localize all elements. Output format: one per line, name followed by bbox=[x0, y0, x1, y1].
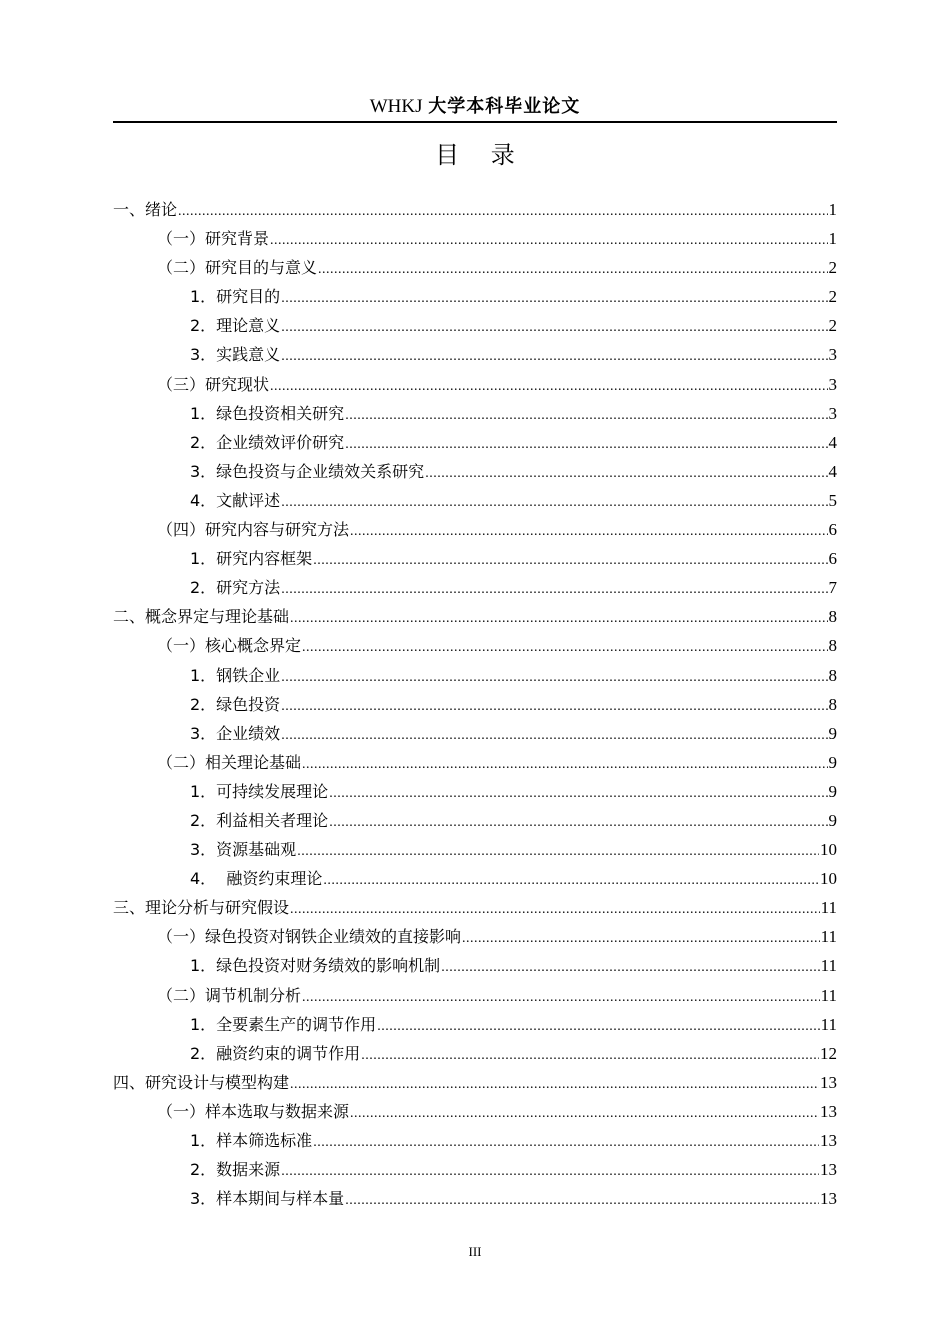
toc-entry-label: 1．全要素生产的调节作用 bbox=[190, 1014, 377, 1034]
toc-dot-leader bbox=[178, 197, 827, 226]
toc-entry[interactable] bbox=[113, 253, 837, 282]
toc-entry[interactable] bbox=[113, 893, 837, 922]
toc-entry-page: 11 bbox=[820, 985, 837, 1005]
toc-dot-leader bbox=[318, 255, 827, 284]
toc-entry-label: 1．绿色投资对财务绩效的影响机制 bbox=[190, 956, 441, 976]
toc-dot-leader bbox=[377, 1012, 819, 1041]
toc-dot-leader bbox=[302, 983, 820, 1012]
toc-entry-page: 9 bbox=[828, 781, 837, 801]
toc-entry[interactable] bbox=[113, 690, 837, 719]
toc-entry[interactable] bbox=[113, 544, 837, 573]
toc-entry[interactable] bbox=[113, 602, 837, 631]
toc-entry[interactable] bbox=[113, 951, 837, 980]
toc-entry-label: 1．研究内容框架 bbox=[190, 549, 313, 569]
toc-dot-leader bbox=[270, 226, 827, 255]
toc-entry-page: 2 bbox=[828, 287, 837, 307]
toc-entry[interactable] bbox=[113, 399, 837, 428]
toc-entry[interactable] bbox=[113, 370, 837, 399]
toc-entry[interactable] bbox=[113, 1097, 837, 1126]
toc-entry-page: 2 bbox=[828, 258, 837, 278]
toc-entry-page: 11 bbox=[820, 898, 837, 918]
toc-entry[interactable] bbox=[113, 922, 837, 951]
toc-dot-leader bbox=[329, 779, 827, 808]
toc-dot-leader bbox=[313, 1128, 819, 1157]
toc-entry[interactable] bbox=[113, 777, 837, 806]
toc-entry[interactable] bbox=[113, 195, 837, 224]
toc-entry-page: 1 bbox=[828, 229, 837, 249]
toc-entry-label: （一）绿色投资对钢铁企业绩效的直接影响 bbox=[157, 927, 462, 947]
toc-entry-label: 4．文献评述 bbox=[190, 490, 281, 510]
toc-entry-label: 四、研究设计与模型构建 bbox=[113, 1072, 290, 1092]
header-title: 大学本科毕业论文 bbox=[428, 96, 581, 117]
toc-entry-label: 3．资源基础观 bbox=[190, 840, 297, 860]
header-school-code: WHKJ bbox=[369, 96, 423, 117]
toc-dot-leader bbox=[350, 1099, 819, 1128]
toc-entry-label: 1．钢铁企业 bbox=[190, 665, 281, 685]
toc-dot-leader bbox=[281, 575, 827, 604]
toc-entry-label: 2．理论意义 bbox=[190, 316, 281, 336]
toc-entry-label: 1．研究目的 bbox=[190, 287, 281, 307]
toc-entry-page: 13 bbox=[820, 1160, 837, 1180]
toc-entry-label: 3．样本期间与样本量 bbox=[190, 1189, 345, 1209]
toc-entry-page: 11 bbox=[820, 956, 837, 976]
toc-dot-leader bbox=[302, 633, 827, 662]
toc-entry-page: 5 bbox=[828, 490, 837, 510]
toc-entry-label: （一）样本选取与数据来源 bbox=[157, 1101, 350, 1121]
toc-entry-page: 13 bbox=[820, 1189, 837, 1209]
toc-dot-leader bbox=[290, 895, 820, 924]
toc-entry-label: 4． 融资约束理论 bbox=[190, 869, 323, 889]
toc-dot-leader bbox=[313, 546, 827, 575]
toc-dot-leader bbox=[425, 459, 827, 488]
toc-entry[interactable] bbox=[113, 340, 837, 369]
toc-entry[interactable] bbox=[113, 806, 837, 835]
toc-entry-page: 10 bbox=[820, 840, 837, 860]
toc-dot-leader bbox=[290, 604, 827, 633]
toc-dot-leader bbox=[462, 924, 820, 953]
toc-entry-page: 13 bbox=[820, 1131, 837, 1150]
toc-entry-page: 13 bbox=[820, 1072, 837, 1092]
toc-dot-leader bbox=[281, 313, 827, 342]
toc-entry[interactable] bbox=[113, 311, 837, 340]
toc-entry[interactable] bbox=[113, 835, 837, 864]
toc-entry-label: 2．融资约束的调节作用 bbox=[190, 1043, 361, 1063]
toc-entry-page: 6 bbox=[828, 549, 837, 569]
toc-entry[interactable] bbox=[113, 282, 837, 311]
toc-dot-leader bbox=[281, 1157, 819, 1186]
toc-entry[interactable] bbox=[113, 1184, 837, 1213]
toc-entry-label: （一）核心概念界定 bbox=[157, 636, 302, 656]
toc-entry-label: 二、概念界定与理论基础 bbox=[113, 607, 290, 627]
toc-entry-page: 9 bbox=[828, 723, 837, 743]
toc-entry[interactable] bbox=[113, 864, 837, 893]
toc-entry[interactable] bbox=[113, 428, 837, 457]
toc-entry-page: 3 bbox=[828, 403, 837, 423]
toc-entry-label: 2．研究方法 bbox=[190, 578, 281, 598]
toc-entry-label: 一、绪论 bbox=[113, 200, 178, 219]
toc-dot-leader bbox=[441, 953, 819, 982]
toc-dot-leader bbox=[345, 401, 827, 430]
toc-entry[interactable] bbox=[113, 1068, 837, 1097]
toc-entry-page: 6 bbox=[828, 520, 837, 540]
toc-entry-label: 3．企业绩效 bbox=[190, 723, 281, 743]
toc-entry-page: 11 bbox=[820, 1014, 837, 1034]
toc-entry-label: 2．企业绩效评价研究 bbox=[190, 432, 345, 452]
toc-dot-leader bbox=[302, 750, 827, 779]
table-of-contents bbox=[113, 195, 837, 1213]
toc-entry-page: 8 bbox=[828, 694, 837, 714]
toc-entry-label: 2．绿色投资 bbox=[190, 694, 281, 714]
toc-entry-page: 9 bbox=[828, 752, 837, 772]
toc-entry-label: 3．实践意义 bbox=[190, 345, 281, 365]
toc-entry-label: （二）研究目的与意义 bbox=[157, 258, 318, 278]
toc-dot-leader bbox=[281, 284, 827, 313]
toc-entry-page: 8 bbox=[828, 665, 837, 685]
toc-entry[interactable] bbox=[113, 515, 837, 544]
toc-entry-label: 2．数据来源 bbox=[190, 1160, 281, 1180]
toc-dot-leader bbox=[297, 837, 819, 866]
toc-entry-page: 9 bbox=[828, 810, 837, 830]
toc-entry-label: （一）研究背景 bbox=[157, 229, 270, 249]
toc-dot-leader bbox=[281, 721, 827, 750]
toc-entry[interactable] bbox=[113, 573, 837, 602]
toc-entry-label: 2．利益相关者理论 bbox=[190, 810, 329, 830]
toc-entry[interactable] bbox=[113, 1155, 837, 1184]
toc-entry-page: 4 bbox=[828, 432, 837, 452]
toc-entry[interactable] bbox=[113, 981, 837, 1010]
toc-entry[interactable] bbox=[113, 1039, 837, 1068]
toc-entry-page: 1 bbox=[828, 200, 837, 219]
toc-entry-page: 3 bbox=[828, 345, 837, 365]
toc-dot-leader bbox=[281, 488, 827, 517]
toc-dot-leader bbox=[329, 808, 827, 837]
toc-dot-leader bbox=[345, 430, 827, 459]
toc-entry-label: 1．可持续发展理论 bbox=[190, 781, 329, 801]
toc-entry-label: （二）调节机制分析 bbox=[157, 985, 302, 1005]
toc-entry[interactable] bbox=[113, 224, 837, 253]
toc-entry[interactable] bbox=[113, 748, 837, 777]
toc-entry[interactable] bbox=[113, 631, 837, 660]
toc-entry[interactable] bbox=[113, 661, 837, 690]
toc-title: 目 录 bbox=[435, 141, 527, 169]
toc-entry-page: 7 bbox=[828, 578, 837, 598]
header-rule bbox=[113, 121, 837, 123]
toc-entry[interactable] bbox=[113, 1010, 837, 1039]
toc-entry[interactable] bbox=[113, 1126, 837, 1155]
toc-dot-leader bbox=[281, 692, 827, 721]
toc-entry[interactable] bbox=[113, 486, 837, 515]
toc-entry-label: 三、理论分析与研究假设 bbox=[113, 898, 290, 918]
toc-entry-page: 11 bbox=[820, 927, 837, 947]
toc-entry-label: （四）研究内容与研究方法 bbox=[157, 520, 350, 540]
toc-entry-page: 4 bbox=[828, 461, 837, 481]
toc-entry-page: 3 bbox=[828, 374, 837, 394]
toc-entry-label: （三）研究现状 bbox=[157, 374, 270, 394]
toc-dot-leader bbox=[281, 663, 827, 692]
toc-entry-page: 8 bbox=[828, 636, 837, 656]
toc-entry[interactable] bbox=[113, 457, 837, 486]
toc-entry-page: 13 bbox=[820, 1101, 837, 1121]
toc-entry[interactable] bbox=[113, 719, 837, 748]
toc-entry-page: 8 bbox=[828, 607, 837, 627]
toc-dot-leader bbox=[270, 372, 827, 401]
toc-entry-page: 10 bbox=[820, 869, 837, 889]
toc-dot-leader bbox=[350, 517, 827, 546]
toc-dot-leader bbox=[290, 1070, 819, 1099]
toc-entry-label: 3．绿色投资与企业绩效关系研究 bbox=[190, 461, 425, 481]
toc-dot-leader bbox=[323, 866, 819, 895]
page-header bbox=[113, 94, 837, 120]
toc-dot-leader bbox=[361, 1041, 819, 1070]
toc-entry-label: （二）相关理论基础 bbox=[157, 752, 302, 772]
toc-dot-leader bbox=[345, 1186, 819, 1215]
toc-entry-page: 12 bbox=[820, 1043, 837, 1063]
toc-entry-page: 2 bbox=[828, 316, 837, 336]
toc-entry-label: 1．绿色投资相关研究 bbox=[190, 403, 345, 423]
toc-dot-leader bbox=[281, 342, 827, 371]
page-number: III bbox=[468, 1244, 482, 1259]
toc-entry-label: 1．样本筛选标准 bbox=[190, 1131, 313, 1150]
